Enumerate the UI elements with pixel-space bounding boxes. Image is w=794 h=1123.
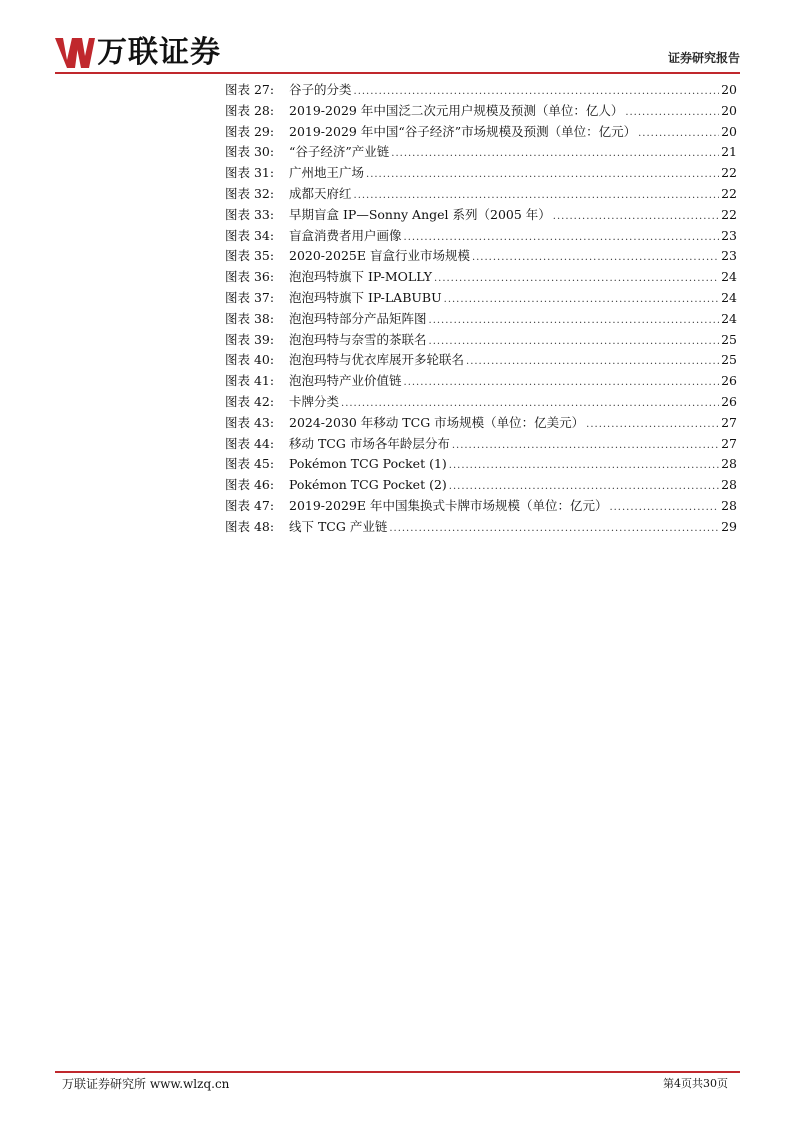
toc-entry-page: 20 (721, 82, 737, 97)
toc-entry-page: 23 (721, 248, 737, 264)
toc-entry-page: 28 (721, 497, 737, 513)
toc-entry[interactable] (225, 350, 737, 371)
toc-entry-page: 20 (721, 123, 737, 139)
toc-entry[interactable] (225, 205, 737, 226)
toc-leader-dots (586, 415, 719, 430)
toc-entry-title: 2019-2029 年中国泛二次元用户规模及预测（单位：亿人） (289, 102, 624, 118)
header-divider (55, 72, 740, 74)
toc-entry[interactable] (225, 226, 737, 247)
toc-entry[interactable] (225, 371, 737, 392)
toc-entry-page: 24 (721, 310, 737, 326)
toc-entry-label: 图表 34: (225, 227, 275, 243)
toc-entry[interactable] (225, 434, 737, 455)
toc-entry-title: 2020-2025E 盲盒行业市场规模 (289, 248, 470, 264)
toc-leader-dots (609, 498, 719, 513)
toc-entry-title: 早期盲盒 IP—Sonny Angel 系列（2005 年） (289, 206, 551, 222)
toc-leader-dots (404, 228, 720, 243)
toc-entry-page: 25 (721, 352, 737, 368)
toc-entry-title: “谷子经济”产业链 (289, 144, 390, 160)
toc-entry[interactable] (225, 101, 737, 122)
toc-entry-label: 图表 28: (225, 102, 275, 118)
toc-entry-page: 28 (721, 477, 737, 493)
toc-leader-dots (472, 248, 719, 263)
page-header (55, 36, 740, 72)
toc-entry-title: 泡泡玛特旗下 IP-LABUBU (289, 289, 442, 305)
toc-entry-title: 泡泡玛特与优衣库展开多轮联名 (289, 352, 465, 368)
toc-entry-label: 图表 43: (225, 414, 275, 430)
toc-entry-label: 图表 39: (225, 331, 275, 347)
logo-text: 万联证券 (97, 35, 221, 70)
toc-entry-label: 图表 33: (225, 206, 275, 222)
toc-entry[interactable] (225, 517, 737, 538)
toc-leader-dots (625, 103, 719, 118)
toc-entry[interactable] (225, 267, 737, 288)
toc-entry-title: 泡泡玛特产业价值链 (289, 373, 402, 389)
figure-list (225, 80, 737, 538)
toc-leader-dots (389, 519, 719, 534)
toc-entry[interactable] (225, 246, 737, 267)
toc-entry-title: 泡泡玛特旗下 IP-MOLLY (289, 269, 432, 285)
toc-entry[interactable] (225, 80, 737, 101)
toc-entry-title: 泡泡玛特部分产品矩阵图 (289, 310, 427, 326)
toc-leader-dots (452, 436, 719, 451)
toc-entry-label: 图表 31: (225, 165, 275, 181)
toc-leader-dots (553, 207, 719, 222)
toc-entry-page: 22 (721, 185, 737, 201)
toc-entry-label: 图表 38: (225, 310, 275, 326)
toc-entry[interactable] (225, 330, 737, 351)
toc-leader-dots (391, 144, 719, 159)
toc-entry[interactable] (225, 163, 737, 184)
toc-entry[interactable] (225, 475, 737, 496)
toc-leader-dots (466, 352, 719, 367)
toc-entry-label: 图表 45: (225, 456, 275, 472)
toc-entry-label: 图表 41: (225, 373, 275, 389)
toc-entry-label: 图表 48: (225, 518, 275, 534)
toc-entry-page: 29 (721, 518, 737, 534)
toc-entry-title: 线下 TCG 产业链 (289, 518, 388, 534)
toc-entry[interactable] (225, 496, 737, 517)
toc-entry-page: 27 (721, 435, 737, 451)
toc-entry-label: 图表 32: (225, 185, 275, 201)
toc-entry-label: 图表 37: (225, 289, 275, 305)
toc-entry-title: 成都天府红 (289, 185, 352, 201)
toc-entry-page: 20 (721, 102, 737, 118)
toc-entry-page: 24 (721, 269, 737, 285)
toc-entry-label: 图表 47: (225, 497, 275, 513)
toc-entry[interactable] (225, 122, 737, 143)
toc-entry[interactable] (225, 413, 737, 434)
footer-institute: 万联证券研究所 www.wlzq.cn (62, 1077, 230, 1091)
toc-entry-page: 26 (721, 373, 737, 389)
toc-entry[interactable] (225, 392, 737, 413)
toc-entry[interactable] (225, 454, 737, 475)
toc-entry-page: 21 (721, 144, 737, 160)
toc-entry[interactable] (225, 288, 737, 309)
toc-entry-title: 谷子的分类 (289, 82, 352, 97)
toc-entry-page: 27 (721, 414, 737, 430)
footer-divider (55, 1071, 740, 1073)
toc-entry-label: 图表 35: (225, 248, 275, 264)
toc-entry-page: 28 (721, 456, 737, 472)
toc-entry-label: 图表 29: (225, 123, 275, 139)
toc-entry-label: 图表 46: (225, 477, 275, 493)
toc-leader-dots (444, 290, 719, 305)
footer-page-number: 第4页共30页 (663, 1077, 728, 1090)
toc-entry-page: 26 (721, 393, 737, 409)
toc-entry-label: 图表 40: (225, 352, 275, 368)
toc-leader-dots (434, 269, 719, 284)
toc-entry-title: 盲盒消费者用户画像 (289, 227, 402, 243)
toc-entry-title: 2024-2030 年移动 TCG 市场规模（单位：亿美元） (289, 414, 585, 430)
toc-entry-title: 移动 TCG 市场各年龄层分布 (289, 435, 450, 451)
toc-entry-title: 泡泡玛特与奈雪的茶联名 (289, 331, 427, 347)
toc-entry-label: 图表 27: (225, 82, 275, 97)
report-type-label: 证券研究报告 (667, 51, 740, 65)
toc-entry-page: 24 (721, 289, 737, 305)
toc-entry-title: 卡牌分类 (289, 393, 340, 409)
toc-entry-title: Pokémon TCG Pocket (2) (289, 477, 447, 493)
toc-entry-label: 图表 44: (225, 435, 275, 451)
toc-entry-label: 图表 42: (225, 393, 275, 409)
toc-entry-label: 图表 30: (225, 144, 275, 160)
toc-leader-dots (449, 456, 719, 471)
toc-entry[interactable] (225, 142, 737, 163)
toc-entry[interactable] (225, 184, 737, 205)
company-logo (55, 36, 221, 70)
toc-leader-dots (449, 477, 719, 492)
w-logo-icon (55, 36, 95, 70)
toc-entry-title: 2019-2029E 年中国集换式卡牌市场规模（单位：亿元） (289, 497, 608, 513)
toc-entry-title: 广州地王广场 (289, 165, 365, 181)
toc-leader-dots (638, 124, 719, 139)
toc-leader-dots (366, 165, 719, 180)
toc-entry[interactable] (225, 309, 737, 330)
toc-leader-dots (354, 186, 720, 201)
toc-entry-label: 图表 36: (225, 269, 275, 285)
toc-leader-dots (404, 373, 720, 388)
toc-leader-dots (429, 332, 720, 347)
toc-leader-dots (341, 394, 719, 409)
toc-entry-page: 23 (721, 227, 737, 243)
toc-entry-title: 2019-2029 年中国“谷子经济”市场规模及预测（单位：亿元） (289, 123, 637, 139)
toc-entry-page: 22 (721, 206, 737, 222)
toc-entry-page: 22 (721, 165, 737, 181)
toc-entry-page: 25 (721, 331, 737, 347)
toc-entry-title: Pokémon TCG Pocket (1) (289, 456, 447, 472)
toc-leader-dots (429, 311, 720, 326)
toc-leader-dots (354, 82, 720, 97)
